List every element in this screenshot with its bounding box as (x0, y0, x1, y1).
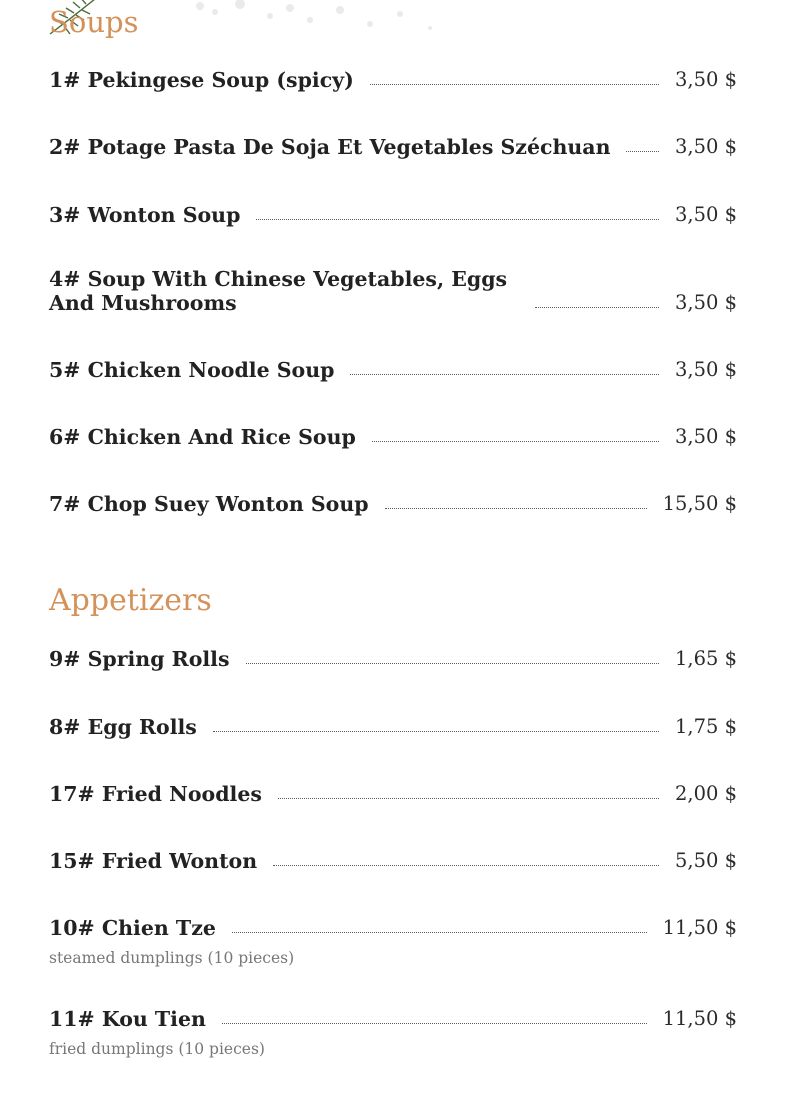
dot-leader (273, 865, 659, 866)
item-name: 8# Egg Rolls (49, 715, 197, 739)
item-name: 9# Spring Rolls (49, 647, 230, 671)
item-price: 2,00 $ (674, 782, 737, 805)
menu-item (49, 849, 737, 873)
item-name: 2# Potage Pasta De Soja Et Vegetables Széchuan (49, 135, 611, 159)
item-name: 17# Fried Noodles (49, 782, 262, 806)
menu-item (49, 715, 737, 739)
item-name: 4# Soup With Chinese Vegetables, Eggs And Mushrooms (49, 267, 508, 315)
section-title-appetizers: Appetizers (49, 583, 212, 618)
dot-leader (370, 84, 659, 85)
item-price: 3,50 $ (674, 425, 737, 448)
item-price: 11,50 $ (662, 1007, 737, 1030)
item-name: 7# Chop Suey Wonton Soup (49, 492, 369, 516)
dot-leader (256, 219, 659, 220)
item-price: 3,50 $ (674, 291, 737, 314)
dot-leader (626, 151, 659, 152)
item-price: 1,65 $ (674, 647, 737, 670)
item-price: 1,75 $ (674, 715, 737, 738)
item-name: 6# Chicken And Rice Soup (49, 425, 356, 449)
dot-leader (232, 932, 647, 933)
item-name: 11# Kou Tien (49, 1007, 206, 1031)
section-title-soups: Soups (49, 5, 139, 39)
item-name: 3# Wonton Soup (49, 203, 241, 227)
dot-leader (385, 508, 647, 509)
item-description: fried dumplings (10 pieces) (49, 1040, 265, 1058)
dot-leader (372, 441, 659, 442)
item-price: 3,50 $ (674, 135, 737, 158)
item-price: 3,50 $ (674, 358, 737, 381)
menu-item (49, 358, 737, 382)
item-price: 11,50 $ (662, 916, 737, 939)
dot-leader (222, 1023, 647, 1024)
item-price: 5,50 $ (674, 849, 737, 872)
menu-item (49, 135, 737, 159)
menu-item (49, 425, 737, 449)
item-price: 15,50 $ (662, 492, 737, 515)
dot-leader (278, 798, 659, 799)
dot-leader (213, 731, 659, 732)
item-price: 3,50 $ (674, 203, 737, 226)
dot-leader (350, 374, 659, 375)
menu-item (49, 68, 737, 92)
dot-leader (535, 307, 659, 308)
item-name: 5# Chicken Noodle Soup (49, 358, 335, 382)
item-name: 15# Fried Wonton (49, 849, 258, 873)
menu-item (49, 203, 737, 227)
menu-item (49, 492, 737, 516)
item-name: 1# Pekingese Soup (spicy) (49, 68, 354, 92)
item-description: steamed dumplings (10 pieces) (49, 949, 295, 967)
menu-item (49, 267, 737, 315)
menu-item (49, 782, 737, 806)
dot-leader (246, 663, 659, 664)
menu-item (49, 916, 737, 968)
menu-item (49, 647, 737, 671)
item-price: 3,50 $ (674, 68, 737, 91)
item-name: 10# Chien Tze (49, 916, 216, 940)
menu-item (49, 1007, 737, 1059)
